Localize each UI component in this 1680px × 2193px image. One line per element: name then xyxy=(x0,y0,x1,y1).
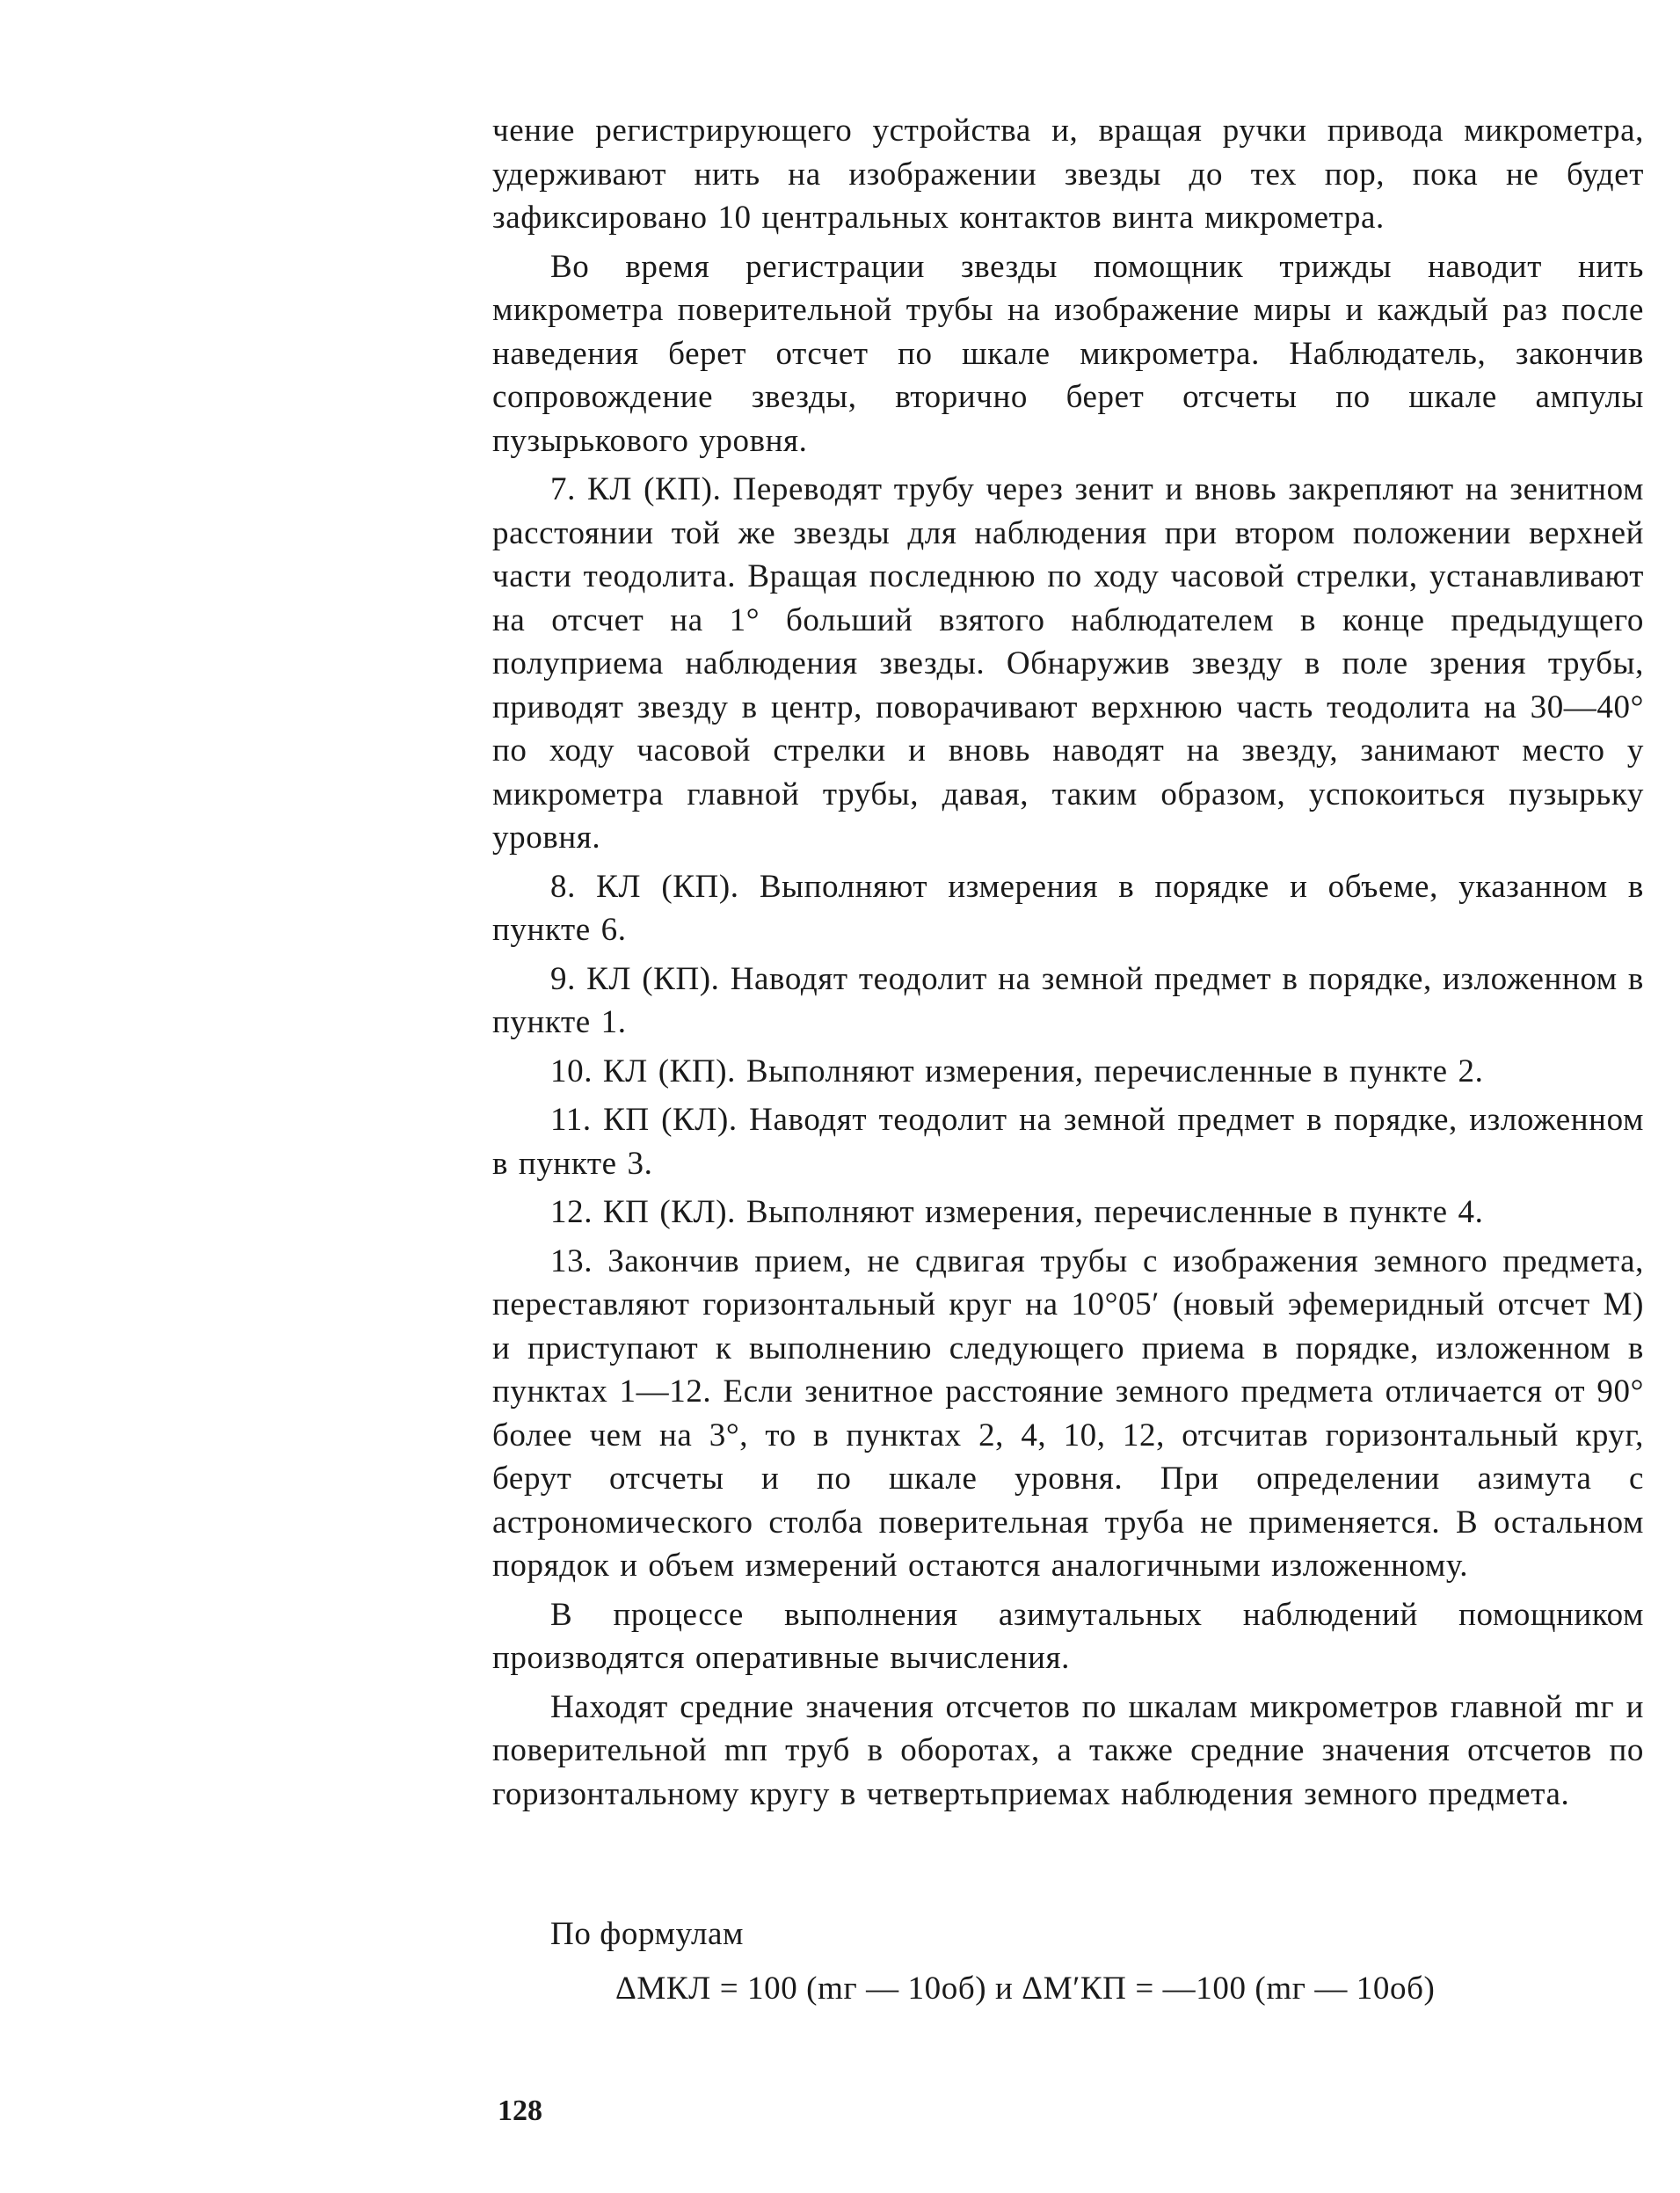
paragraph: 12. КП (КЛ). Выполняют измерения, перечисленные в пункте 4. xyxy=(550,1194,1484,1230)
formula: ΔMКЛ = 100 (mг — 10об) и ΔM′КП = —100 (mг — 10об) xyxy=(615,1971,1436,2007)
paragraph: В процессе выполнения азимутальных наблюдений помощником производятся оперативные вычисления. xyxy=(492,1596,1644,1676)
paragraph: 10. КЛ (КП). Выполняют измерения, перечисленные в пункте 2. xyxy=(550,1053,1484,1089)
paragraph: 11. КП (КЛ). Наводят теодолит на земной предмет в порядке, изложенном в пункте 3. xyxy=(492,1102,1644,1182)
paragraph: Находят средние значения отсчетов по шкалам микрометров главной mг и поверительной mп труб в оборотах, а также средние значения отсчетов по горизонтальному кругу в четвертьприемах наблюдения земного предмета. xyxy=(492,1688,1644,1812)
paragraph: 13. Закончив прием, не сдвигая трубы с изображения земного предмета, переставляют горизонтальный круг на 10°05′ (новый эфемеридный отсчет M) и приступают к выполнению следующего приема в порядке, изложенном в пунктах 1—12. Если зенитное расстояние земного предмета отличается от 90° более чем на 3°, то в пунктах 2, 4, 10, 12, отсчитав горизонтальный круг, берут отсчеты и по шкале уровня. При определении азимута с астрономического столба поверительная труба не применяется. В остальном порядок и объем измерений остаются аналогичными изложенному. xyxy=(492,1242,1644,1584)
page-number: 128 xyxy=(498,2095,542,2127)
paragraph: 8. КЛ (КП). Выполняют измерения в порядке и объеме, указанном в пункте 6. xyxy=(492,868,1644,948)
formula-intro: По формулам xyxy=(550,1916,745,1952)
paragraph: чение регистрирующего устройства и, вращая ручки привода микрометра, удерживают нить на изображении звезды до тех пор, пока не будет зафиксировано 10 центральных контактов винта микрометра. xyxy=(492,113,1644,236)
body-text xyxy=(492,109,1644,1816)
paragraph: Во время регистрации звезды помощник трижды наводит нить микрометра поверительной трубы на изображение миры и каждый раз после наведения берет отсчет по шкале микрометра. Наблюдатель, закончив сопровождение звезды, вторично берет отсчеты по шкале ампулы пузырькового уровня. xyxy=(492,248,1644,459)
paragraph: 7. КЛ (КП). Переводят трубу через зенит и вновь закрепляют на зенитном расстоянии той же звезды для наблюдения при втором положении верхней части теодолита. Вращая последнюю по ходу часовой стрелки, устанавливают на отсчет на 1° больший взятого наблюдателем в конце предыдущего полуприема наблюдения звезды. Обнаружив звезду в поле зрения трубы, приводят звезду в центр, поворачивают верхнюю часть теодолита на 30—40° по ходу часовой стрелки и вновь наводят на звезду, занимают место у микрометра главной трубы, давая, таким образом, успокоиться пузырьку уровня. xyxy=(492,471,1644,856)
paragraph: 9. КЛ (КП). Наводят теодолит на земной предмет в порядке, изложенном в пункте 1. xyxy=(492,960,1644,1040)
